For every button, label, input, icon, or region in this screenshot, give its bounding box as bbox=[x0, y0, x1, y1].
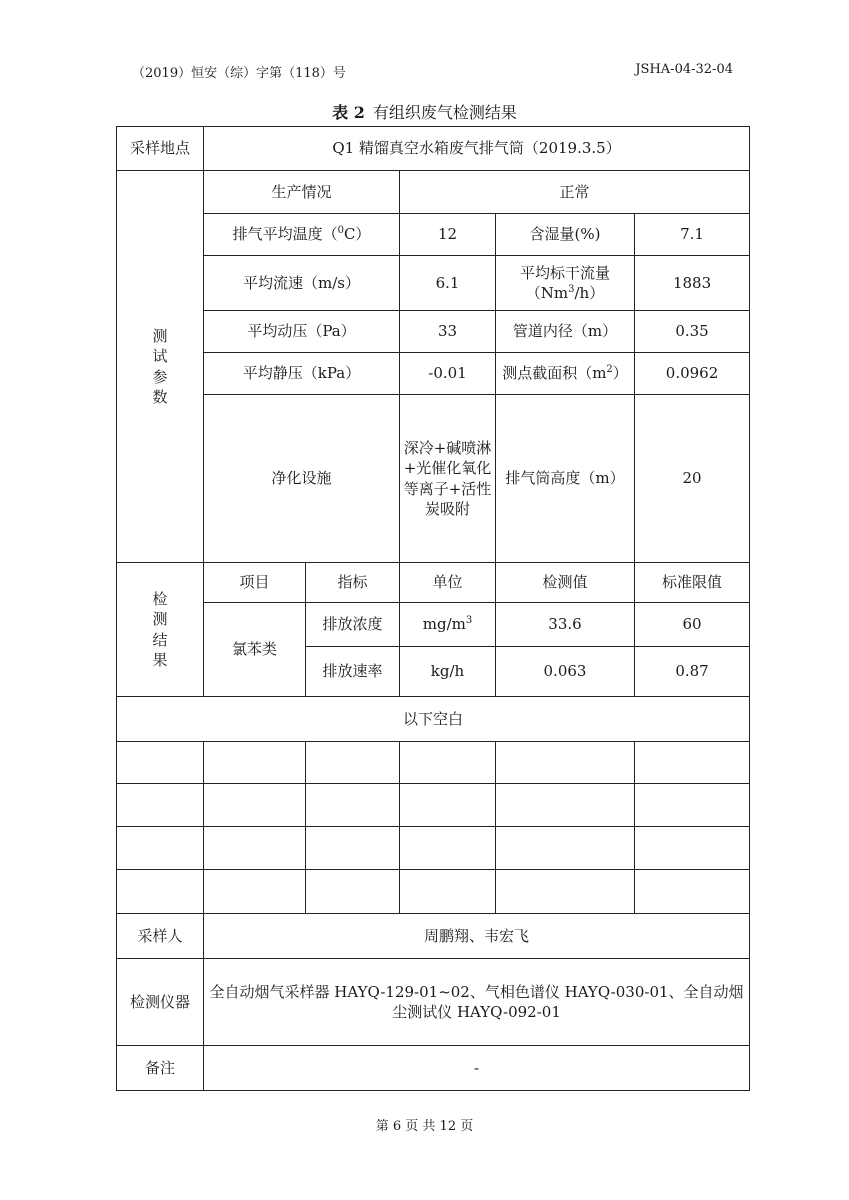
moisture-value: 7.1 bbox=[635, 214, 750, 256]
remarks-label: 备注 bbox=[117, 1046, 204, 1091]
emission-results-table bbox=[116, 126, 750, 1091]
production-label: 生产情况 bbox=[204, 171, 400, 214]
instruments-value: 全自动烟气采样器 HAYQ-129-01~02、气相色谱仪 HAYQ-030-01、全自动烟尘测试仪 HAYQ-092-01 bbox=[204, 959, 750, 1046]
header-value: 检测值 bbox=[496, 563, 635, 603]
unit-cell: kg/h bbox=[400, 647, 496, 697]
indicator-cell: 排放速率 bbox=[306, 647, 400, 697]
flow-label: 平均标干流量 （Nm$^3$/h） bbox=[496, 256, 635, 311]
temp-value: 12 bbox=[400, 214, 496, 256]
sampler-value: 周鹏翔、韦宏飞 bbox=[204, 914, 750, 959]
table-row bbox=[117, 214, 750, 256]
stack-height-label: 排气筒高度（m） bbox=[496, 395, 635, 563]
sampling-site-value: Q1 精馏真空水箱废气排气筒（2019.3.5） bbox=[204, 127, 750, 171]
static-pressure-label: 平均静压（kPa） bbox=[204, 353, 400, 395]
test-params-group-label: 测 试 参 数 bbox=[117, 171, 204, 563]
table-row bbox=[117, 697, 750, 742]
table-row bbox=[117, 603, 750, 647]
table-number: 表 2 bbox=[332, 103, 365, 122]
table-row bbox=[117, 127, 750, 171]
empty-row bbox=[117, 742, 750, 784]
pollutant-name: 氯苯类 bbox=[204, 603, 306, 697]
blank-note: 以下空白 bbox=[117, 697, 750, 742]
header-unit: 单位 bbox=[400, 563, 496, 603]
table-row bbox=[117, 171, 750, 214]
stack-height-value: 20 bbox=[635, 395, 750, 563]
sampling-site-label: 采样地点 bbox=[117, 127, 204, 171]
remarks-value: - bbox=[204, 1046, 750, 1091]
section-area-label: 测点截面积$(m^2)$ bbox=[496, 353, 635, 395]
moisture-label: 含湿量(%) bbox=[496, 214, 635, 256]
table-row bbox=[117, 311, 750, 353]
empty-row bbox=[117, 827, 750, 870]
table-row bbox=[117, 914, 750, 959]
section-area-value: 0.0962 bbox=[635, 353, 750, 395]
purification-label: 净化设施 bbox=[204, 395, 400, 563]
page-number: 第 6 页 共 12 页 bbox=[375, 1119, 474, 1134]
table-caption bbox=[0, 100, 849, 123]
purification-value: 深冷+碱喷淋+光催化氧化等离子+活性炭吸附 bbox=[400, 395, 496, 563]
dynamic-pressure-label: 平均动压（Pa） bbox=[204, 311, 400, 353]
sampler-label: 采样人 bbox=[117, 914, 204, 959]
flow-value: 1883 bbox=[635, 256, 750, 311]
table-row bbox=[117, 395, 750, 563]
velocity-label: 平均流速（m/s） bbox=[204, 256, 400, 311]
header-limit: 标准限值 bbox=[635, 563, 750, 603]
static-pressure-value: -0.01 bbox=[400, 353, 496, 395]
report-number: （2019）恒安（综）字第（118）号 bbox=[132, 66, 346, 81]
table-title: 有组织废气检测结果 bbox=[372, 103, 517, 122]
table-row bbox=[117, 353, 750, 395]
dynamic-pressure-value: 33 bbox=[400, 311, 496, 353]
document-code: JSHA-04-32-04 bbox=[635, 62, 733, 77]
table-row bbox=[117, 256, 750, 311]
velocity-value: 6.1 bbox=[400, 256, 496, 311]
header-indicator: 指标 bbox=[306, 563, 400, 603]
production-value: 正常 bbox=[400, 171, 750, 214]
limit-value-cell: 60 bbox=[635, 603, 750, 647]
indicator-cell: 排放浓度 bbox=[306, 603, 400, 647]
table-row bbox=[117, 959, 750, 1046]
limit-value-cell: 0.87 bbox=[635, 647, 750, 697]
results-group-label: 检 测 结 果 bbox=[117, 563, 204, 697]
unit-cell: $mg/m^3$ bbox=[400, 603, 496, 647]
header-item: 项目 bbox=[204, 563, 306, 603]
table-row bbox=[117, 1046, 750, 1091]
pipe-diameter-value: 0.35 bbox=[635, 311, 750, 353]
table-row bbox=[117, 563, 750, 603]
temp-label: 排气平均温度（$^0$C） bbox=[204, 214, 400, 256]
instruments-label: 检测仪器 bbox=[117, 959, 204, 1046]
measured-value-cell: 0.063 bbox=[496, 647, 635, 697]
empty-row bbox=[117, 870, 750, 914]
measured-value-cell: 33.6 bbox=[496, 603, 635, 647]
empty-row bbox=[117, 784, 750, 827]
pipe-diameter-label: 管道内径（m） bbox=[496, 311, 635, 353]
